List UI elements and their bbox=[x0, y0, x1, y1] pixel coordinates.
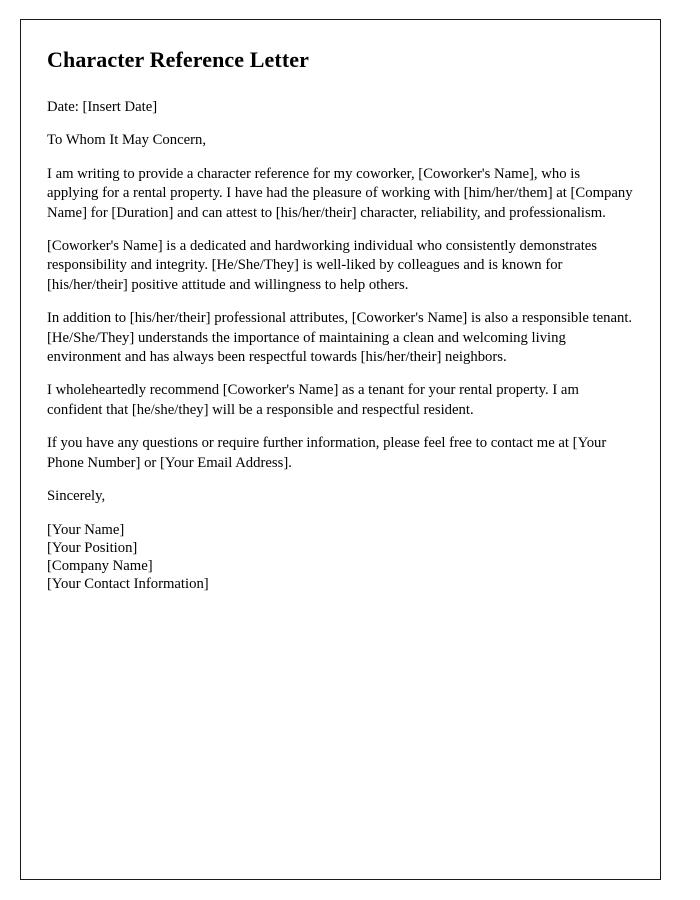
salutation: To Whom It May Concern, bbox=[47, 132, 207, 149]
body-paragraph-3: In addition to [his/her/their] professional attributes, [Coworker's Name] is also a responsible tenant. [He/She/They] understands the importance of maintaining a clean and welcoming living environment and has always been respectful towards [his/her/their] neighbors. bbox=[47, 310, 633, 366]
closing-line: Sincerely, bbox=[47, 488, 106, 505]
signature-line-contact: [Your Contact Information] bbox=[47, 576, 209, 593]
body-paragraph-1: I am writing to provide a character reference for my coworker, [Coworker's Name], who is applying for a rental property. I have had the pleasure of working with [him/her/them] at [Company Name] for [Duration] and can attest to [his/her/their] character, reliability, and professionalism. bbox=[47, 165, 633, 221]
body-paragraph-5: If you have any questions or require further information, please feel free to contact me at [Your Phone Number] or [Your Email Address]. bbox=[47, 435, 607, 471]
signature-line-company: [Company Name] bbox=[47, 557, 153, 574]
signature-line-position: [Your Position] bbox=[47, 539, 138, 556]
body-paragraph-2: [Coworker's Name] is a dedicated and hardworking individual who consistently demonstrates responsibility and integrity. [He/She/They] is well-liked by colleagues and is known for [his/her/their] positive attitude and willingness to help others. bbox=[47, 238, 598, 293]
signature-line-name: [Your Name] bbox=[47, 521, 125, 538]
page-title: Character Reference Letter bbox=[47, 47, 309, 72]
document-page bbox=[20, 19, 661, 880]
signature-block bbox=[47, 521, 633, 594]
date-line: Date: [Insert Date] bbox=[47, 99, 158, 115]
body-paragraph-4: I wholeheartedly recommend [Coworker's Name] as a tenant for your rental property. I am confident that [he/she/they] will be a responsible and respectful resident. bbox=[47, 382, 579, 418]
letter-content bbox=[47, 46, 633, 593]
